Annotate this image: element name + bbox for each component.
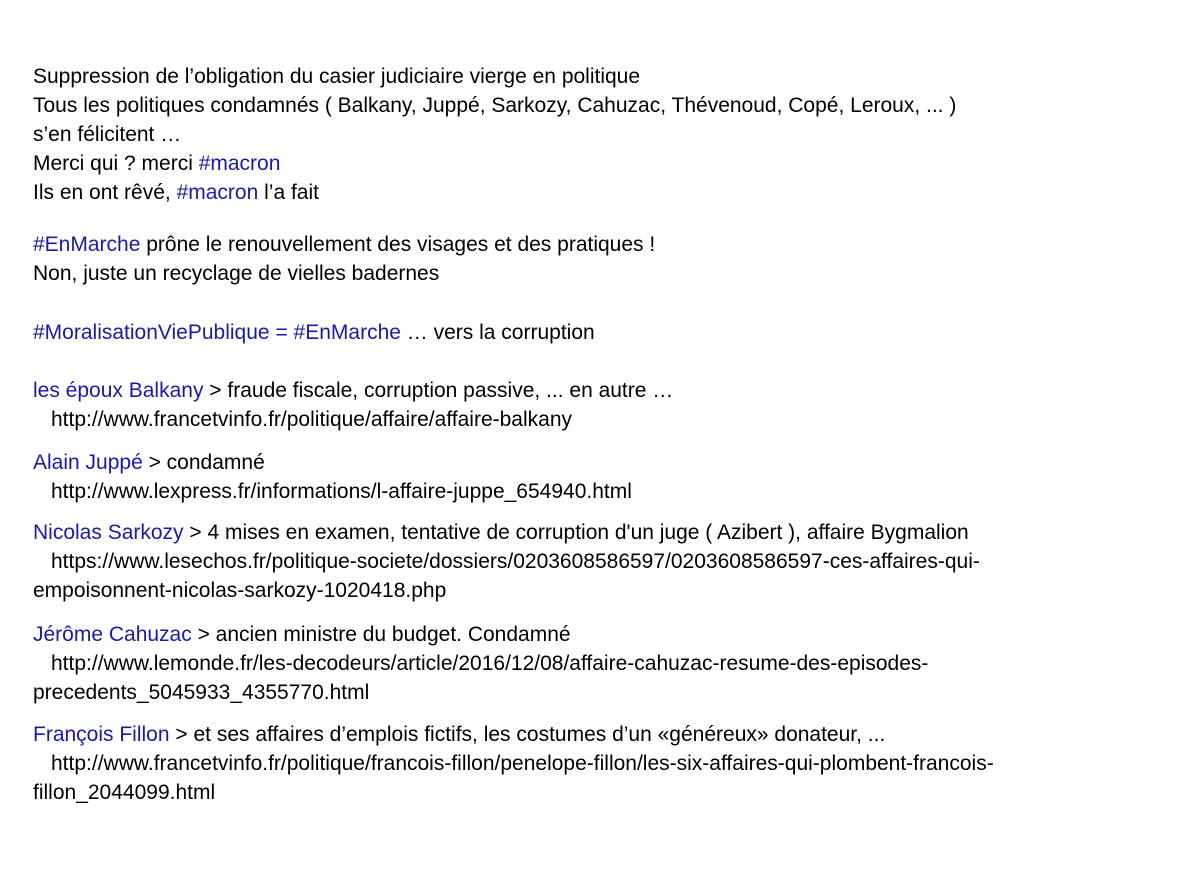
entry-url-line-2[interactable]: fillon_2044099.html [33, 781, 216, 804]
entry-heading [33, 720, 1170, 749]
entry-url-line-1[interactable]: https://www.lesechos.fr/politique-societe/dossiers/0203608586597/0203608586597-ces-affaires-qui- [51, 550, 980, 573]
entry-heading [33, 518, 1170, 547]
entry-description: > et ses affaires d’emplois fictifs, les costumes d’un «généreux» donateur, ... [169, 723, 886, 746]
intro-line-3: s’en félicitent … [33, 123, 182, 146]
enmarche-line-1-text: prône le renouvellement des visages et des pratiques ! [140, 233, 656, 256]
hashtag-macron[interactable]: #macron [198, 152, 281, 175]
hashtag-enmarche[interactable]: #EnMarche [33, 233, 141, 256]
entry-fillon [33, 720, 1170, 807]
entry-description: > condamné [142, 451, 265, 474]
entry-url[interactable]: http://www.lexpress.fr/informations/l-affaire-juppe_654940.html [51, 480, 632, 503]
entry-description: > 4 mises en examen, tentative de corruption d'un juge ( Azibert ), affaire Bygmalion [183, 521, 969, 544]
entry-sarkozy [33, 518, 1170, 605]
entry-cahuzac [33, 620, 1170, 707]
entry-description: > fraude fiscale, corruption passive, ... en autre … [203, 379, 674, 402]
hashtag-enmarche[interactable]: #EnMarche [293, 321, 401, 344]
intro-line-1: Suppression de l’obligation du casier judiciaire vierge en politique [33, 65, 641, 88]
moralisation-text: … vers la corruption [400, 321, 595, 344]
entry-name: Jérôme Cahuzac [33, 623, 192, 646]
intro-paragraph [33, 62, 1170, 207]
entry-heading [33, 448, 1170, 477]
entry-name: Nicolas Sarkozy [33, 521, 184, 544]
enmarche-line-2: Non, juste un recyclage de vielles badernes [33, 262, 440, 285]
intro-line-5 [33, 178, 1170, 207]
entry-heading [33, 376, 1170, 405]
entry-description: > ancien ministre du budget. Condamné [191, 623, 571, 646]
intro-line-5-prefix: Ils en ont rêvé, [33, 181, 177, 204]
intro-line-4-text: Merci qui ? merci [33, 152, 199, 175]
entry-juppe [33, 448, 1170, 506]
equals-sign: = [269, 321, 294, 344]
enmarche-line-1 [33, 230, 1170, 259]
entry-heading [33, 620, 1170, 649]
hashtag-macron[interactable]: #macron [176, 181, 259, 204]
entry-url[interactable]: http://www.francetvinfo.fr/politique/affaire/affaire-balkany [51, 408, 573, 431]
intro-line-2: Tous les politiques condamnés ( Balkany, Juppé, Sarkozy, Cahuzac, Thévenoud, Copé, Leroux, ... ) [33, 94, 957, 117]
entry-url-line-1[interactable]: http://www.lemonde.fr/les-decodeurs/article/2016/12/08/affaire-cahuzac-resume-des-episodes- [51, 652, 929, 675]
enmarche-paragraph [33, 230, 1170, 288]
entry-url-line-2[interactable]: empoisonnent-nicolas-sarkozy-1020418.php [33, 579, 447, 602]
entry-balkany [33, 376, 1170, 434]
entry-name: les époux Balkany [33, 379, 204, 402]
intro-line-5-suffix: l’a fait [258, 181, 319, 204]
entry-url-line-2[interactable]: precedents_5045933_4355770.html [33, 681, 370, 704]
entry-url-line-1[interactable]: http://www.francetvinfo.fr/politique/francois-fillon/penelope-fillon/les-six-affaires-qui-plombent-francois- [51, 752, 994, 775]
entry-name: François Fillon [33, 723, 170, 746]
intro-line-4 [33, 149, 1170, 178]
moralisation-line [33, 318, 1170, 347]
moralisation-paragraph [33, 318, 1170, 347]
hashtag-moralisation[interactable]: #MoralisationViePublique [33, 321, 270, 344]
entry-name: Alain Juppé [33, 451, 143, 474]
